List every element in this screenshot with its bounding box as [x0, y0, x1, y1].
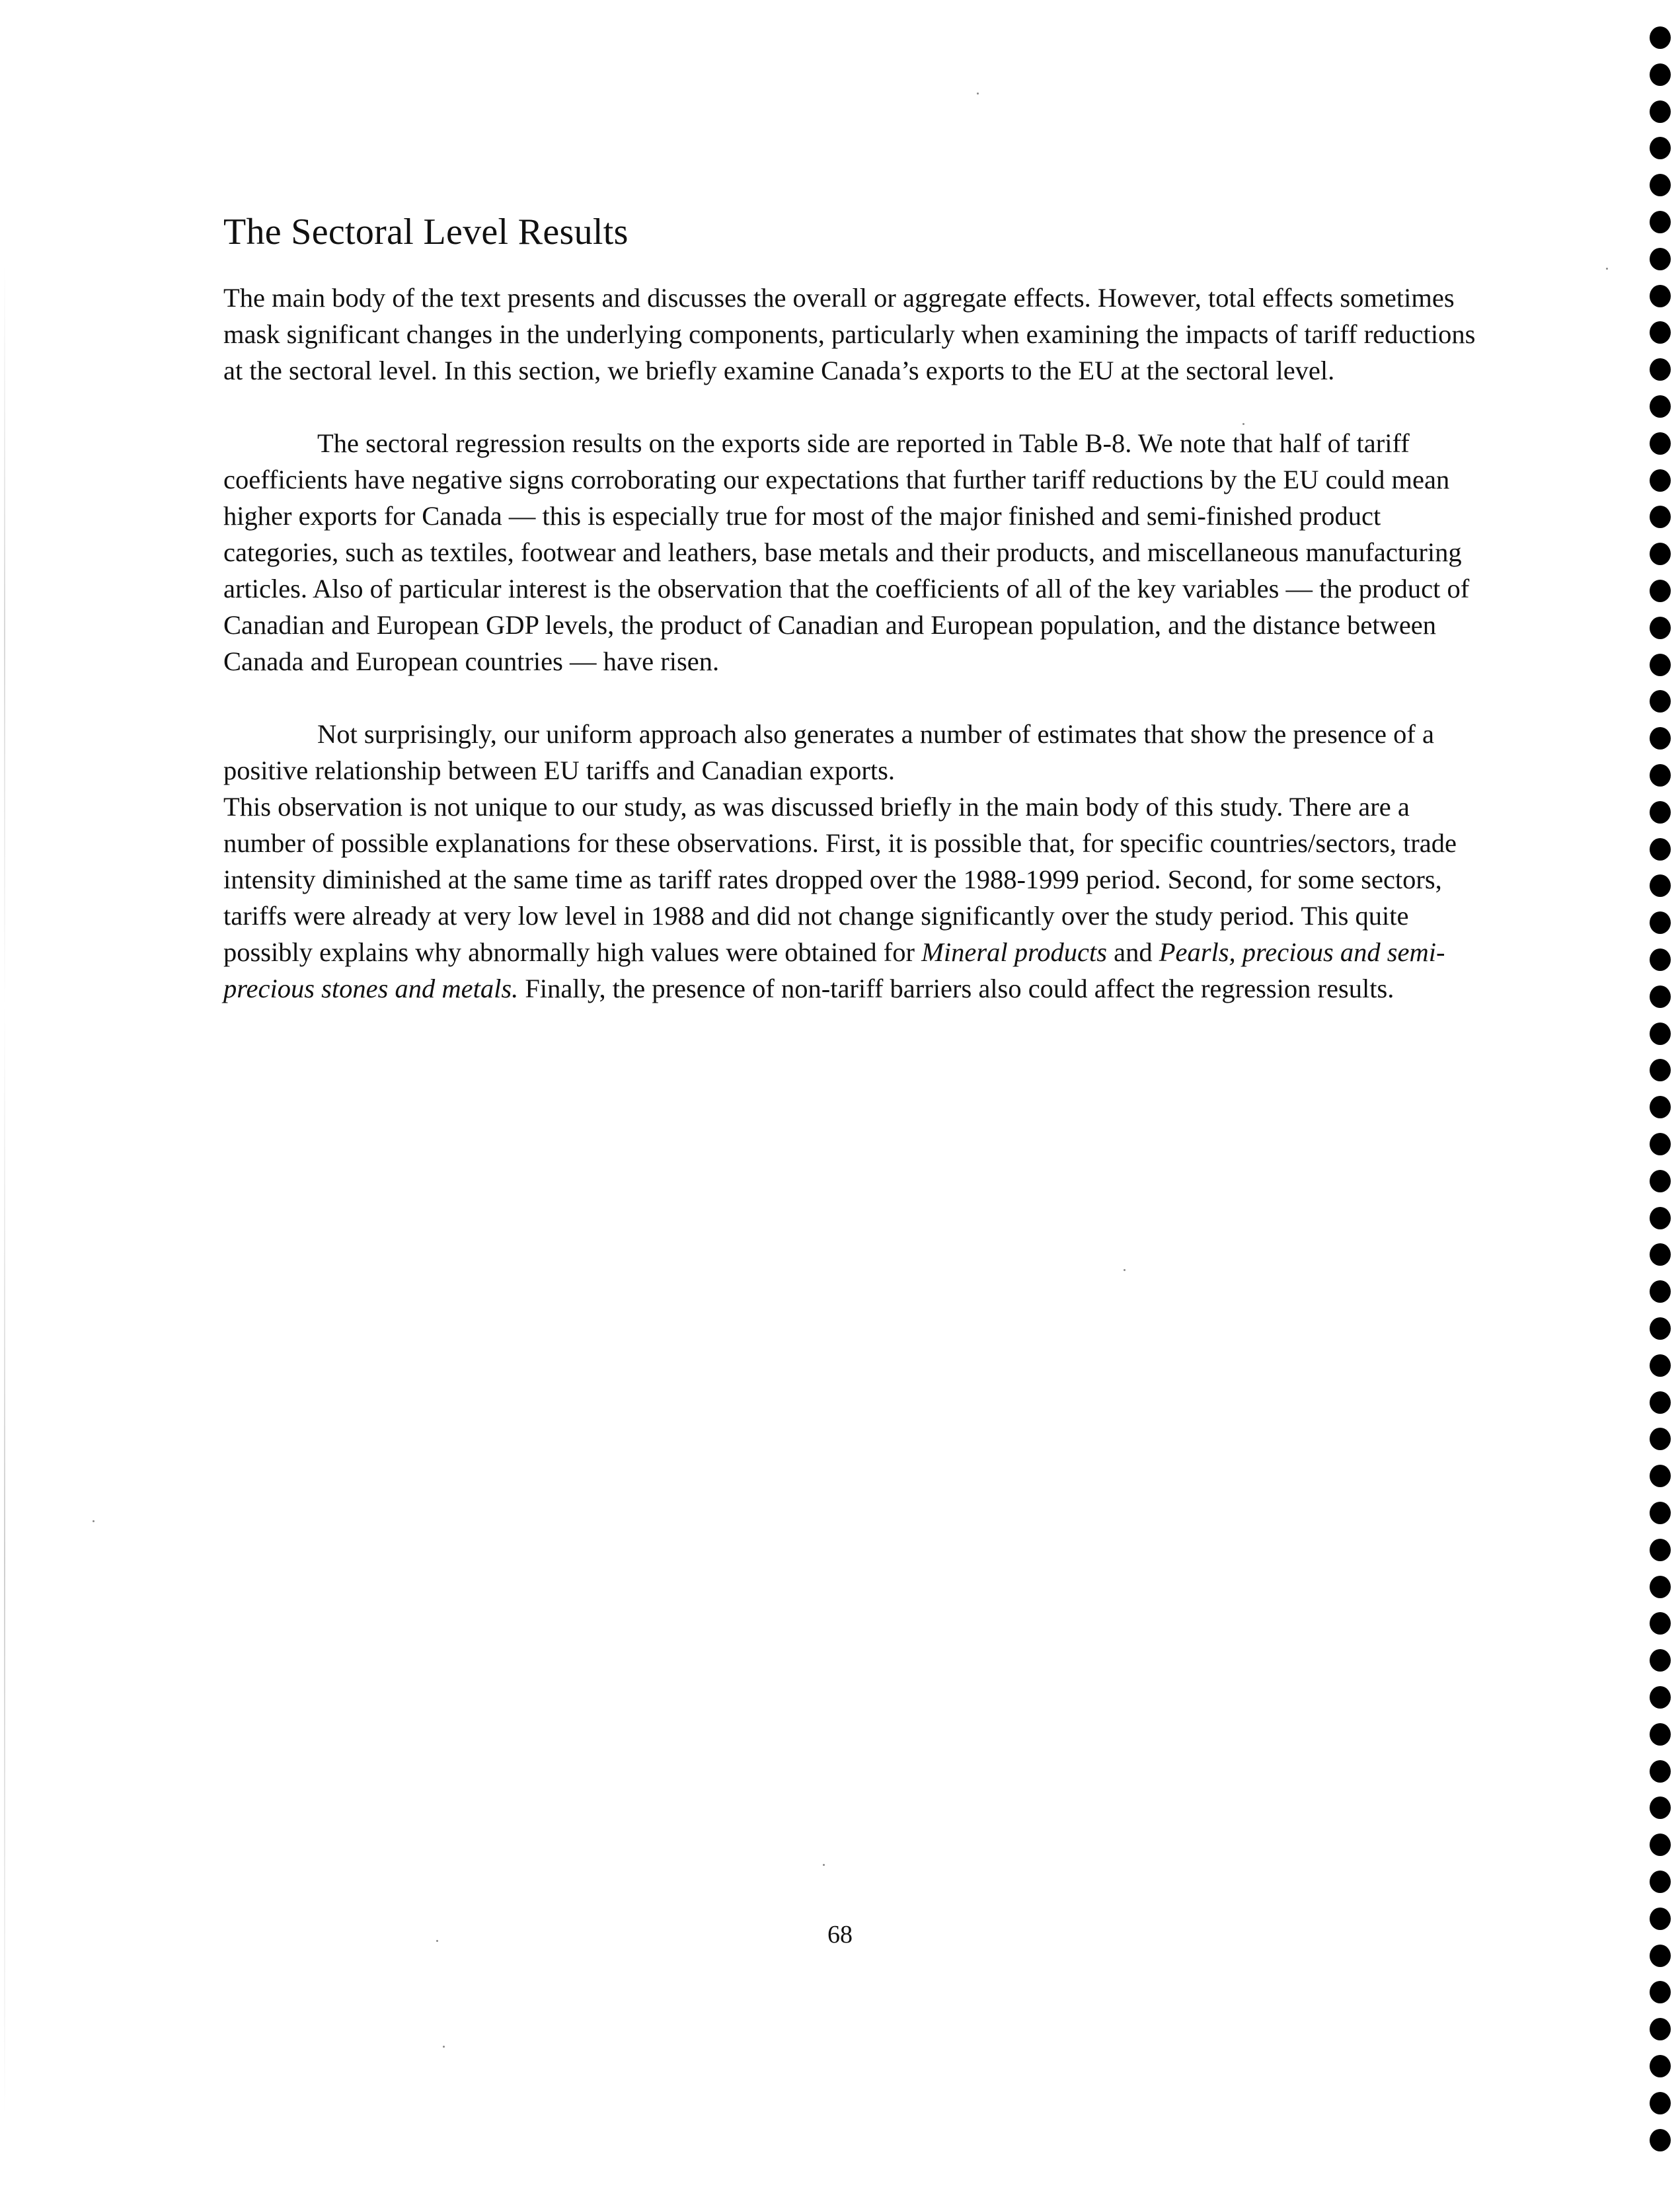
- binding-holes: [1647, 26, 1673, 2201]
- explanations-text-part1: This observation is not unique to our study, as was discussed briefly in the main body of this study. There are a number of possible explanations for these observations. First, it is possible that, for specific countries/sectors, trade intensity diminished at the same time as tariff rates dropped over the 1988-1999 period. Second, for some sectors, tariffs were already at very low level in 1988 and did not change significantly over the study period. This quite possibly explains why abnormally high values were obtained for: [223, 792, 1457, 968]
- binding-hole: [1650, 1981, 1671, 2003]
- binding-hole: [1650, 1280, 1671, 1303]
- italic-mineral-products: Mineral products: [921, 937, 1108, 968]
- binding-hole: [1650, 654, 1671, 676]
- italic-pearls-stones-metals: Pearls, precious and semi-precious stones and metals.: [223, 937, 1445, 1004]
- binding-hole: [1650, 63, 1671, 86]
- scan-speck: [977, 93, 979, 95]
- binding-hole: [1650, 506, 1671, 528]
- scan-speck: [1124, 1269, 1126, 1271]
- binding-hole: [1650, 1539, 1671, 1561]
- binding-hole: [1650, 1834, 1671, 1856]
- binding-hole: [1650, 137, 1671, 159]
- binding-hole: [1650, 469, 1671, 492]
- binding-hole: [1650, 1133, 1671, 1155]
- scan-speck: [436, 1940, 438, 1942]
- binding-hole: [1650, 1908, 1671, 1930]
- binding-hole: [1650, 1170, 1671, 1192]
- paragraph-export-results: The sectoral regression results on the exports side are reported in Table B-8. We note that half of tariff coefficients have negative signs corroborating our expectations that further tariff reductions by the EU could mean higher exports for Canada — this is especially true for most of the major finished and semi-finished product categories, such as textiles, footwear and leathers, base metals and their products, and miscellaneous manufacturing articles. Also of particular interest is the observation that the coefficients of all of the key variables — the product of Canadian and European GDP levels, the product of Canadian and European population, and the distance between Canada and European countries — have risen.: [223, 428, 1470, 677]
- binding-hole: [1650, 617, 1671, 639]
- paragraph-intro: The main body of the text presents and discusses the overall or aggregate effects. However, total effects sometimes mask significant changes in the underlying components, particularly when examining the impacts of tariff reductions at the sectoral level. In this section, we briefly examine Canada’s exports to the EU at the sectoral level.: [223, 283, 1476, 386]
- scan-speck: [823, 1864, 825, 1866]
- binding-hole: [1650, 1243, 1671, 1266]
- scan-speck: [443, 2046, 445, 2048]
- binding-hole: [1650, 2055, 1671, 2077]
- binding-hole: [1650, 26, 1671, 49]
- binding-hole: [1650, 690, 1671, 713]
- binding-hole: [1650, 285, 1671, 307]
- binding-hole: [1650, 911, 1671, 934]
- binding-hole: [1650, 1649, 1671, 1672]
- scan-speck: [1606, 268, 1608, 270]
- binding-hole: [1650, 1059, 1671, 1081]
- binding-hole: [1650, 764, 1671, 787]
- binding-hole: [1650, 1317, 1671, 1340]
- binding-hole: [1650, 948, 1671, 971]
- binding-hole: [1650, 1502, 1671, 1524]
- binding-hole: [1650, 2092, 1671, 2114]
- binding-hole: [1650, 838, 1671, 861]
- binding-hole: [1650, 358, 1671, 381]
- binding-hole: [1650, 986, 1671, 1008]
- section-heading: The Sectoral Level Results: [223, 212, 629, 252]
- binding-hole: [1650, 1760, 1671, 1783]
- binding-hole: [1650, 321, 1671, 344]
- binding-hole: [1650, 1096, 1671, 1118]
- binding-hole: [1650, 1428, 1671, 1450]
- binding-hole: [1650, 174, 1671, 196]
- explanations-text-and: and: [1107, 937, 1159, 968]
- binding-hole: [1650, 1207, 1671, 1229]
- binding-hole: [1650, 874, 1671, 897]
- binding-hole: [1650, 2129, 1671, 2151]
- scan-speck: [1242, 423, 1244, 425]
- paragraph-positive-relationship: Not surprisingly, our uniform approach also generates a number of estimates that show the presence of a positive relationship between EU tariffs and Canadian exports.: [223, 719, 1434, 786]
- binding-hole: [1650, 100, 1671, 123]
- binding-hole: [1650, 1465, 1671, 1487]
- binding-hole: [1650, 543, 1671, 565]
- binding-hole: [1650, 1686, 1671, 1709]
- binding-hole: [1650, 211, 1671, 233]
- paragraph-explanations: [223, 789, 1479, 1007]
- binding-hole: [1650, 580, 1671, 602]
- scan-edge-shadow: [4, 264, 5, 2115]
- binding-hole: [1650, 1576, 1671, 1598]
- binding-hole: [1650, 395, 1671, 418]
- binding-hole: [1650, 1871, 1671, 1893]
- binding-hole: [1650, 248, 1671, 270]
- binding-hole: [1650, 1797, 1671, 1819]
- binding-hole: [1650, 1945, 1671, 1967]
- binding-hole: [1650, 2018, 1671, 2040]
- binding-hole: [1650, 1354, 1671, 1377]
- scan-speck: [93, 1520, 95, 1522]
- binding-hole: [1650, 801, 1671, 824]
- binding-hole: [1650, 727, 1671, 750]
- binding-hole: [1650, 1612, 1671, 1635]
- page-content: [223, 210, 1479, 1043]
- binding-hole: [1650, 1023, 1671, 1045]
- binding-hole: [1650, 1723, 1671, 1746]
- page-number: 68: [827, 1921, 853, 1949]
- binding-hole: [1650, 432, 1671, 455]
- explanations-text-part2: Finally, the presence of non-tariff barriers also could affect the regression results.: [518, 974, 1394, 1004]
- binding-hole: [1650, 1391, 1671, 1414]
